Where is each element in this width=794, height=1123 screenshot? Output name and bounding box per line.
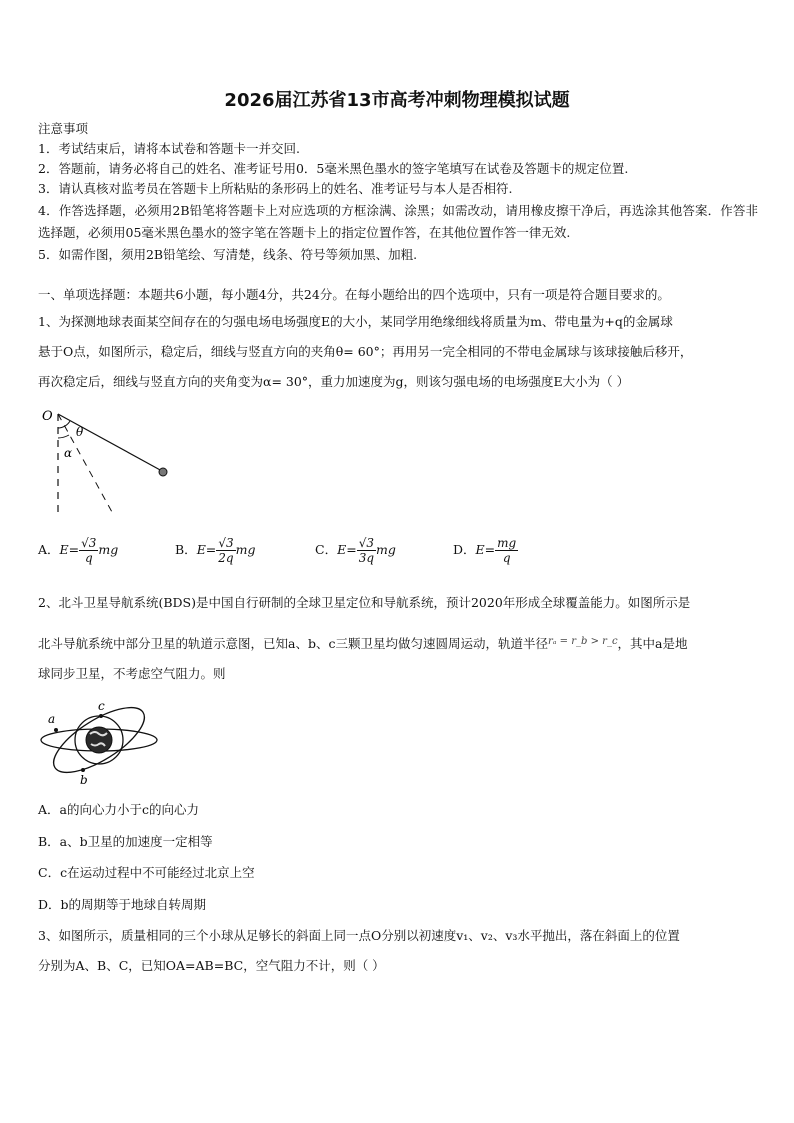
q2-option-c[interactable]: C．c在运动过程中不可能经过北京上空	[38, 865, 255, 880]
satellite-b-dot	[81, 768, 85, 772]
q2-text-line-1: 2、北斗卫星导航系统(BDS)是中国自行研制的全球卫星定位和导航系统，预计2020年形成全球覆盖能力。如图所示是	[38, 595, 691, 610]
alpha-arc	[58, 435, 69, 438]
q2-option-a[interactable]: A．a的向心力小于c的向心力	[38, 802, 199, 817]
section-heading: 一、单项选择题：本题共6小题，每小题4分，共24分。在每小题给出的四个选项中，只有一项是符合题目要求的。	[38, 287, 670, 302]
notice-heading: 注意事项	[38, 121, 89, 136]
notice-item-3: 3．请认真核对监考员在答题卡上所粘贴的条形码上的姓名、准考证号与本人是否相符.	[38, 181, 513, 196]
radius-formula: rₐ = r_b > r_c	[547, 636, 618, 647]
q1-text-line-3: 再次稳定后，细线与竖直方向的夹角变为α= 30°，重力加速度为g，则该匀强电场的电场强度E大小为（ ）	[38, 374, 630, 389]
earth-icon	[86, 727, 112, 753]
label-a: a	[48, 712, 56, 726]
q2-text-line-2: 北斗导航系统中部分卫星的轨道示意图，已知a、b、c三颗卫星均做匀速圆周运动，轨道半径$^{r_a = r\_b > r\_c}$，其中a是地	[38, 636, 688, 651]
q1-option-d[interactable]: D．E= $\frac{mg}{q}$	[453, 536, 517, 565]
notice-item-4: 4．作答选择题，必须用2B铅笔将答题卡上对应选项的方框涂满、涂黑；如需改动，请用橡皮擦干净后，再选涂其他答案．作答非选择题，必须用05毫米黑色墨水的签字笔在答题卡上的指定位置作答，在其他位置作答一律无效.	[38, 203, 758, 240]
alpha-label: α	[64, 446, 73, 460]
label-c: c	[98, 699, 105, 713]
satellite-a-dot	[54, 728, 58, 732]
point-o-label: O	[42, 409, 53, 424]
q1-option-c[interactable]: C．E= $\frac{√3}{3q}$ mg	[315, 536, 396, 565]
q2-text-line-3: 球同步卫星，不考虑空气阻力。则	[38, 666, 226, 681]
exam-title: 2026届江苏省13市高考冲刺物理模拟试题	[224, 90, 570, 111]
q1-text-line-1: 1、为探测地球表面某空间存在的匀强电场电场强度E的大小，某同学用绝缘细线将质量为m、带电量为+q的金属球	[38, 314, 673, 329]
satellite-orbits-figure	[38, 698, 160, 788]
theta-arc	[58, 421, 70, 428]
q1-option-b[interactable]: B．E= $\frac{√3}{2q}$ mg	[175, 536, 256, 565]
q2-option-b[interactable]: B．a、b卫星的加速度一定相等	[38, 834, 213, 849]
label-b: b	[80, 773, 88, 787]
theta-label: θ	[76, 425, 84, 439]
q1-text-line-2: 悬于O点，如图所示，稳定后，细线与竖直方向的夹角θ= 60°；再用另一完全相同的不带电金属球与该球接触后移开，	[38, 344, 693, 359]
q3-text-line-2: 分别为A、B、C，已知OA=AB=BC，空气阻力不计，则（ ）	[38, 958, 385, 973]
metal-ball	[159, 468, 167, 476]
pendulum-figure	[40, 404, 180, 522]
notice-item-2: 2．答题前，请务必将自己的姓名、准考证号用0．5毫米黑色墨水的签字笔填写在试卷及答题卡的规定位置.	[38, 161, 629, 176]
satellite-c-dot	[99, 714, 103, 718]
notice-item-1: 1．考试结束后，请将本试卷和答题卡一并交回.	[38, 141, 300, 156]
q3-text-line-1: 3、如图所示，质量相同的三个小球从足够长的斜面上同一点O分别以初速度v₁、v₂、v₃水平抛出，落在斜面上的位置	[38, 928, 680, 943]
q2-option-d[interactable]: D．b的周期等于地球自转周期	[38, 897, 207, 912]
q1-option-a[interactable]: A．E= $\frac{√3}{q}$ mg	[38, 536, 119, 565]
notice-item-5: 5．如需作图，须用2B铅笔绘、写清楚，线条、符号等须加黑、加粗.	[38, 247, 418, 262]
